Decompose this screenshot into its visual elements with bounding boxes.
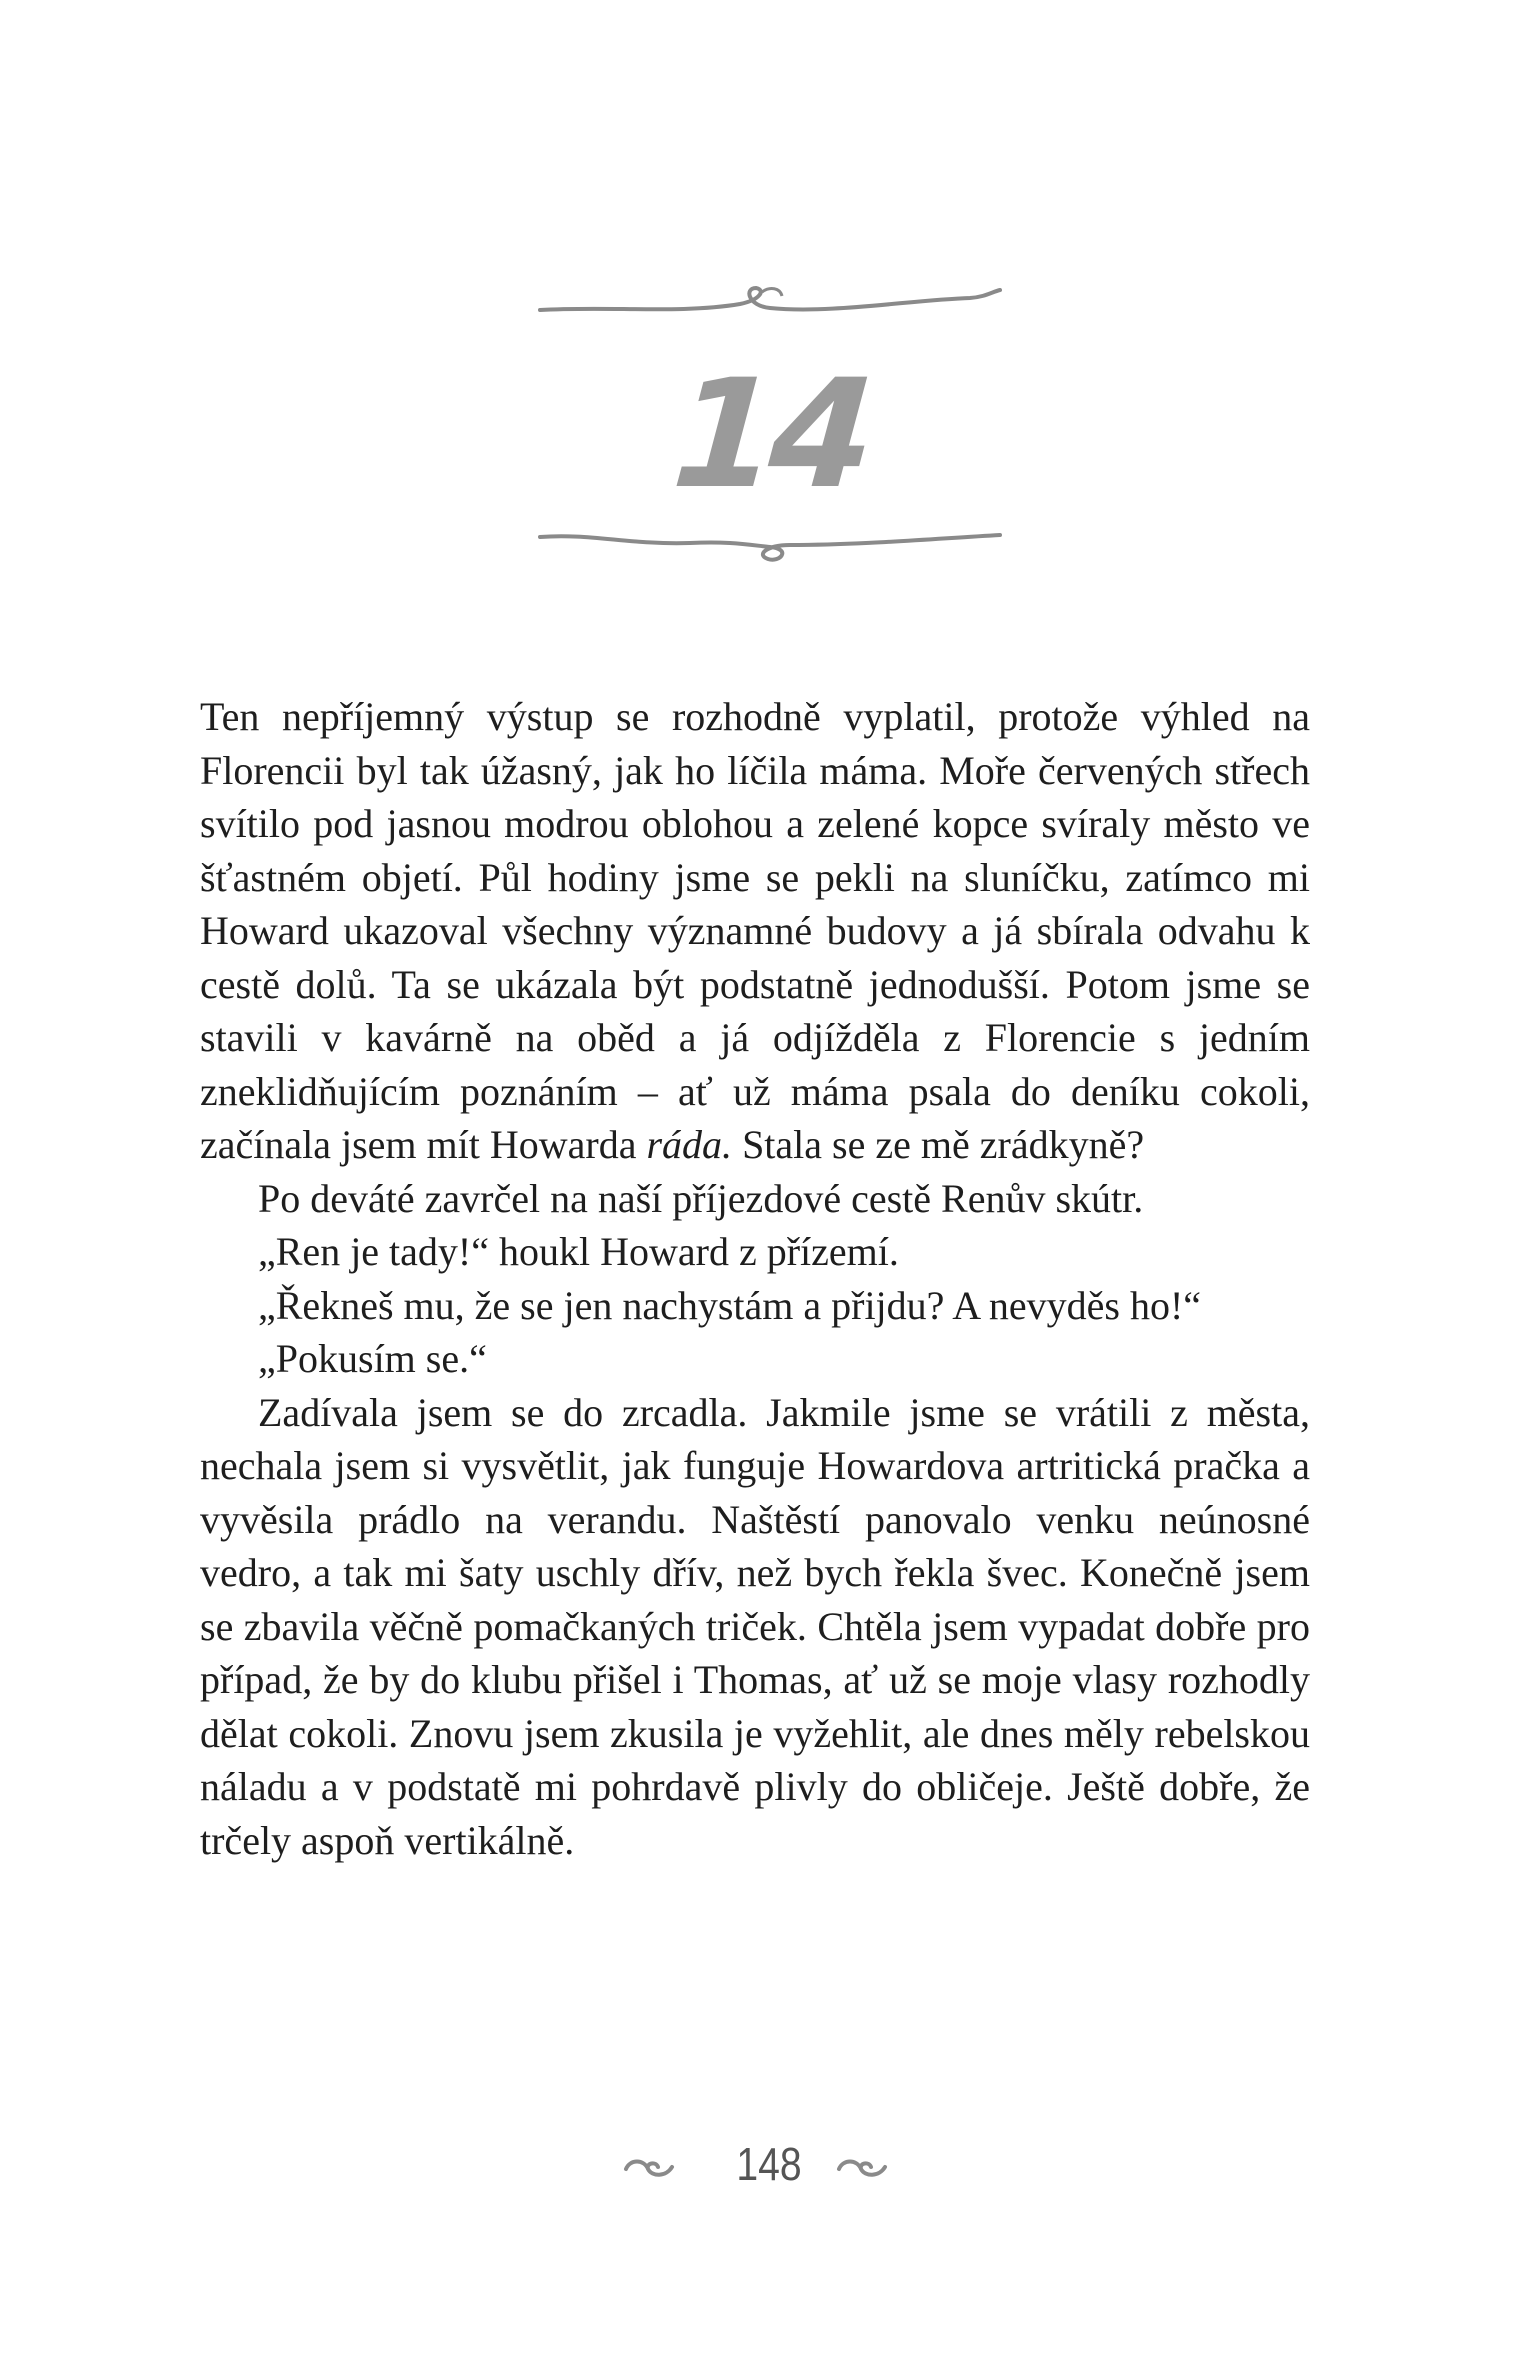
emphasis-text: ráda. xyxy=(646,1122,733,1167)
paragraph: „Ren je tady!“ houkl Howard z přízemí. xyxy=(258,1229,899,1274)
swirl-ornament-icon xyxy=(835,2155,891,2181)
page-number: 148 xyxy=(736,2138,802,2190)
paragraph: „Řekneš mu, že se jen nachystám a přijdu? A nevyděs ho!“ xyxy=(258,1282,1202,1328)
paragraph: Po deváté zavrčel na naší příjezdové cestě Renův skútr. xyxy=(258,1175,1144,1221)
paragraph: Zadívala jsem se do zrcadla. Jakmile jsme se vrátili z města, nechala jsem si vysvětlit, jak funguje Howardova artritická pračka a vyvěsila prádlo na verandu. Naštěstí panovalo venku neúnosné vedro, a tak mi šaty uschly dřív, než bych řekla švec. Konečně jsem se zbavila věčně pomačkaných triček. Chtěla jsem vypadat dobře pro případ, že by do klubu přišel i Thomas, ať už se moje vlasy rozhodly dělat cokoli. Znovu jsem zkusila je vyžehlit, ale dnes měly rebelskou náladu a v podstatě mi pohrdavě plivly do obličeje. Ještě dobře, že trčely aspoň vertikálně. xyxy=(200,1389,1310,1863)
paragraph-text: Ten nepříjemný výstup se rozhodně vyplatil, protože výhled na Florencii byl tak úžasný, jak ho líčila máma. Moře červených střech svítilo pod jasnou modrou oblohou a zelené kopce svíraly město ve šťastném objetí. Půl hodiny jsme se pekli na sluníčku, zatímco mi Howard ukazoval všechny významné budovy a já sbírala odvahu k cestě dolů. Ta se ukázala být podstatně jednodušší. Potom jsme se stavili v kavárně na oběd a já odjížděla z Florencie s jedním zneklidňujícím poznáním – ať už máma psala do deníku cokoli, začínala jsem mít Howarda xyxy=(200,694,1310,1167)
chapter-number: 14 xyxy=(667,348,873,522)
page-footer xyxy=(0,2135,1538,2205)
bottom-flourish-icon xyxy=(530,515,1010,595)
top-flourish-icon xyxy=(530,270,1010,330)
paragraph: „Pokusím se.“ xyxy=(258,1336,487,1381)
chapter-heading xyxy=(530,270,1010,630)
chapter-body xyxy=(200,690,1310,1867)
paragraph xyxy=(200,690,1310,1172)
paragraph-text: Stala se ze mě zrádkyně? xyxy=(732,1122,1145,1167)
